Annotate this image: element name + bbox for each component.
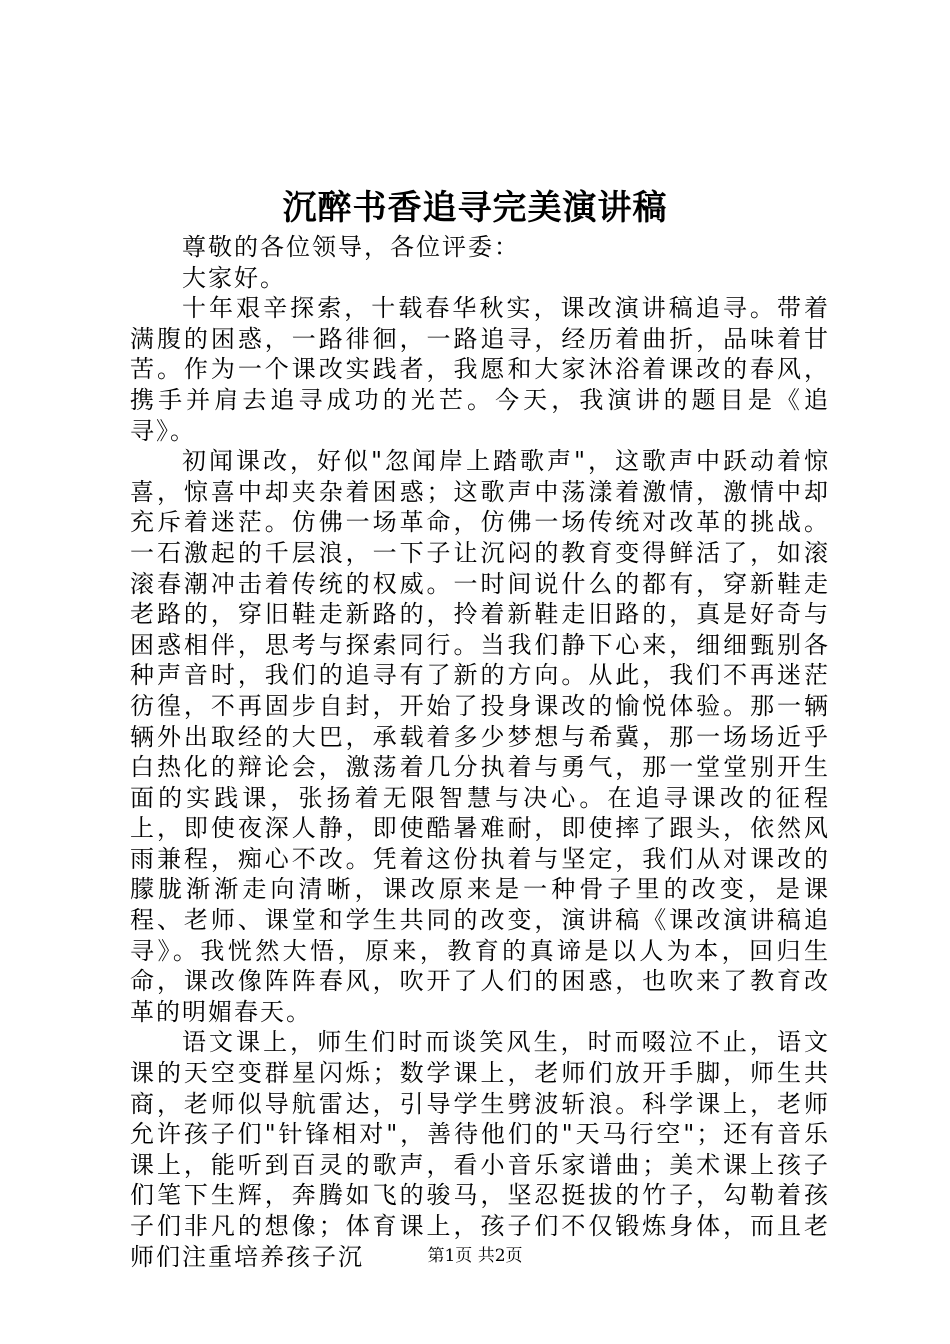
paragraph-intro: 十年艰辛探索，十载春华秋实，课改演讲稿追寻。带着满腹的困惑，一路徘徊，一路追寻，经历着曲折，品味着甘苦。作为一个课改实践者，我愿和大家沐浴着课改的春风，携手并肩去追寻成功的光芒。今天，我演讲的题目是《追寻》。 — [130, 294, 830, 445]
page-number-footer: 第1页 共2页 — [427, 1246, 523, 1266]
greeting: 大家好。 — [182, 263, 286, 292]
document-title: 沉醉书香追寻完美演讲稿 — [282, 188, 668, 228]
salutation: 尊敬的各位领导，各位评委： — [182, 233, 520, 261]
paragraph-first-encounter: 初闻课改，好似"忽闻岸上踏歌声"，这歌声中跃动着惊喜，惊喜中却夹杂着困惑；这歌声中荡漾着激情，激情中却充斥着迷茫。仿佛一场革命，仿佛一场传统对改革的挑战。一石激起的千层浪，一下子让沉闷的教育变得鲜活了，如滚滚春潮冲击着传统的权威。一时间说什么的都有，穿新鞋走老路的，穿旧鞋走新路的，拎着新鞋走旧路的，真是好奇与困惑相伴，思考与探索同行。当我们静下心来，细细甄别各种声音时，我们的追寻有了新的方向。从此，我们不再迷茫彷徨，不再固步自封，开始了投身课改的愉悦体验。那一辆辆外出取经的大巴，承载着多少梦想与希冀，那一场场近乎白热化的辩论会，激荡着几分执着与勇气，那一堂堂别开生面的实践课，张扬着无限智慧与决心。在追寻课改的征程上，即使夜深人静，即使酷暑难耐，即使摔了跟头，依然风雨兼程，痴心不改。凭着这份执着与坚定，我们从对课改的朦胧渐渐走向清晰，课改原来是一种骨子里的改变，是课程、老师、课堂和学生共同的改变，演讲稿《课改演讲稿追寻》。我恍然大悟，原来，教育的真谛是以人为本，回归生命，课改像阵阵春风，吹开了人们的困惑，也吹来了教育改革的明媚春天。 — [130, 447, 830, 1026]
paragraph-classrooms: 语文课上，师生们时而谈笑风生，时而啜泣不止，语文课的天空变群星闪烁；数学课上，老师们放开手脚，师生共商，老师似导航雷达，引导学生劈波斩浪。科学课上，老师允许孩子们"针锋相对"，善待他们的"天马行空"；还有音乐课上，能听到百灵的歌声，看小音乐家谱曲；美术课上孩子们笔下生辉，奔腾如飞的骏马，坚忍挺拔的竹子，勾勒着孩子们非凡的想像；体育课上，孩子们不仅锻炼身体，而且老师们注重培养孩子沉 — [130, 1028, 830, 1271]
document-body — [130, 232, 830, 1272]
